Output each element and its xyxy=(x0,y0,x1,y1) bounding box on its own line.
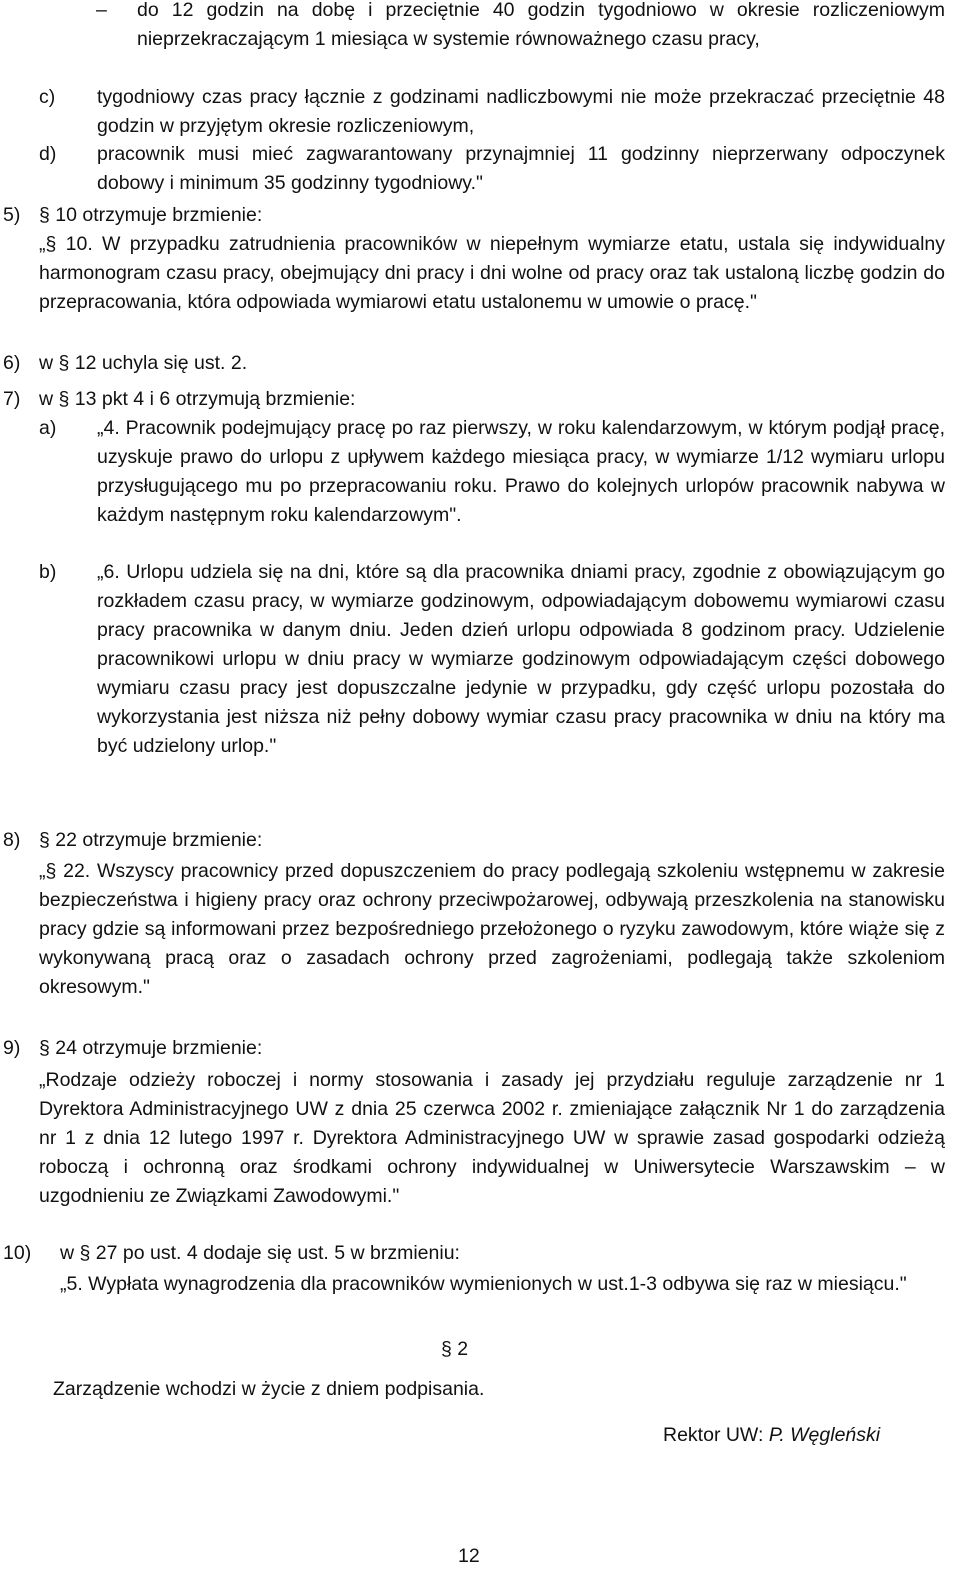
dash-marker: – xyxy=(96,0,107,21)
point-8-label: 8) xyxy=(3,829,21,851)
point-7a-label: a) xyxy=(39,417,57,439)
signature-name: P. Węgleński xyxy=(768,1424,881,1446)
point-7b-label: b) xyxy=(39,561,57,583)
item-c-label: c) xyxy=(39,86,56,108)
point-9-heading: § 24 otrzymuje brzmienie: xyxy=(39,1037,263,1059)
point-7-heading: w § 13 pkt 4 i 6 otrzymują brzmienie: xyxy=(39,388,356,410)
point-10-heading: w § 27 po ust. 4 dodaje się ust. 5 w brzmieniu: xyxy=(60,1242,460,1264)
point-10-label: 10) xyxy=(3,1242,32,1264)
item-d-label: d) xyxy=(39,143,57,165)
point-7a-text: „4. Pracownik podejmujący pracę po raz pierwszy, w roku kalendarzowym, w którym podjął pracę, uzyskuje prawo do urlopu z upływem każdego miesiąca pracy, w wymiarze 1/12 wymiaru urlopu przysługującego mu po przepracowaniu roku. Prawo do kolejnych urlopów pracownik nabywa w każdym następnym roku kalendarzowym". xyxy=(97,417,945,526)
point-7b-text: „6. Urlopu udziela się na dni, które są dla pracownika dniami pracy, zgodnie z obowiązującym go rozkładem czasu pracy, w wymiarze godzinowym, odpowiadającym dobowemu wymiarowi czasu pracy pracownika w danym dniu. Jeden dzień urlopu odpowiada 8 godzinom pracy. Udzielenie pracownikowi urlopu w dniu pracy w wymiarze godzinowym odpowiadającym części dobowego wymiaru czasu pracy jest dopuszczalne jedynie w przypadku, gdy część urlopu pozostała do wykorzystania jest niższa niż pełny dobowy wymiar czasu pracy pracownika w dniu na który ma być udzielony urlop." xyxy=(97,561,945,757)
item-d-text: pracownik musi mieć zagwarantowany przynajmniej 11 godzinny nieprzerwany odpoczynek dobowy i minimum 35 godzinny tygodniowy." xyxy=(97,143,945,194)
item-c-text: tygodniowy czas pracy łącznie z godzinami nadliczbowymi nie może przekraczać przeciętnie 48 godzin w przyjętym okresie rozliczeniowym, xyxy=(97,86,945,137)
point-9-body: „Rodzaje odzieży roboczej i normy stosowania i zasady jej przydziału reguluje zarządzenie nr 1 Dyrektora Administracyjnego UW z dnia 25 czerwca 2002 r. zmieniające załącznik Nr 1 do zarządzenia nr 1 z dnia 12 lutego 1997 r. Dyrektora Administracyjnego UW w sprawie zasad gospodarki odzieżą roboczą i ochronną oraz środkami ochrony indywidualnej w Uniwersytecie Warszawskim – w uzgodnieniu ze Związkami Zawodowymi." xyxy=(39,1069,945,1207)
point-7-label: 7) xyxy=(3,388,21,410)
point-10-body: „5. Wypłata wynagrodzenia dla pracowników wymienionych w ust.1-3 odbywa się raz w miesiącu." xyxy=(60,1273,907,1295)
point-8-body: „§ 22. Wszyscy pracownicy przed dopuszczeniem do pracy podlegają szkoleniu wstępnemu w zakresie bezpieczeństwa i higieny pracy oraz ochrony przeciwpożarowej, odbywają przeszkolenia na stanowisku pracy gdzie są informowani przez bezpośredniego przełożonego o ryzyku zawodowym, które wiąże się z wykonywaną pracą oraz o zasadach ochrony przed zagrożeniami, podlegają także szkoleniom okresowym." xyxy=(39,860,945,998)
point-8-heading: § 22 otrzymuje brzmienie: xyxy=(39,829,263,851)
section-2-heading: § 2 xyxy=(441,1338,469,1360)
point-6-text: w § 12 uchyla się ust. 2. xyxy=(39,352,248,374)
point-6-label: 6) xyxy=(3,352,21,374)
page-number: 12 xyxy=(458,1545,480,1567)
point-5-label: 5) xyxy=(3,204,21,226)
closing-statement: Zarządzenie wchodzi w życie z dniem podpisania. xyxy=(53,1378,485,1400)
point-5-heading: § 10 otrzymuje brzmienie: xyxy=(39,204,263,226)
dash-item-text: do 12 godzin na dobę i przeciętnie 40 godzin tygodniowo w okresie rozliczeniowym nieprzekraczającym 1 miesiąca w systemie równoważnego czasu pracy, xyxy=(137,0,945,50)
point-5-body: „§ 10. W przypadku zatrudnienia pracowników w niepełnym wymiarze etatu, ustala się indywidualny harmonogram czasu pracy, obejmujący dni pracy i dni wolne od pracy oraz tak ustaloną liczbę godzin do przepracowania, która odpowiada wymiarowi etatu ustalonemu w umowie o pracę." xyxy=(39,233,945,313)
signature-line xyxy=(663,1421,880,1450)
signature-prefix: Rektor UW: xyxy=(663,1424,769,1446)
point-9-label: 9) xyxy=(3,1037,21,1059)
